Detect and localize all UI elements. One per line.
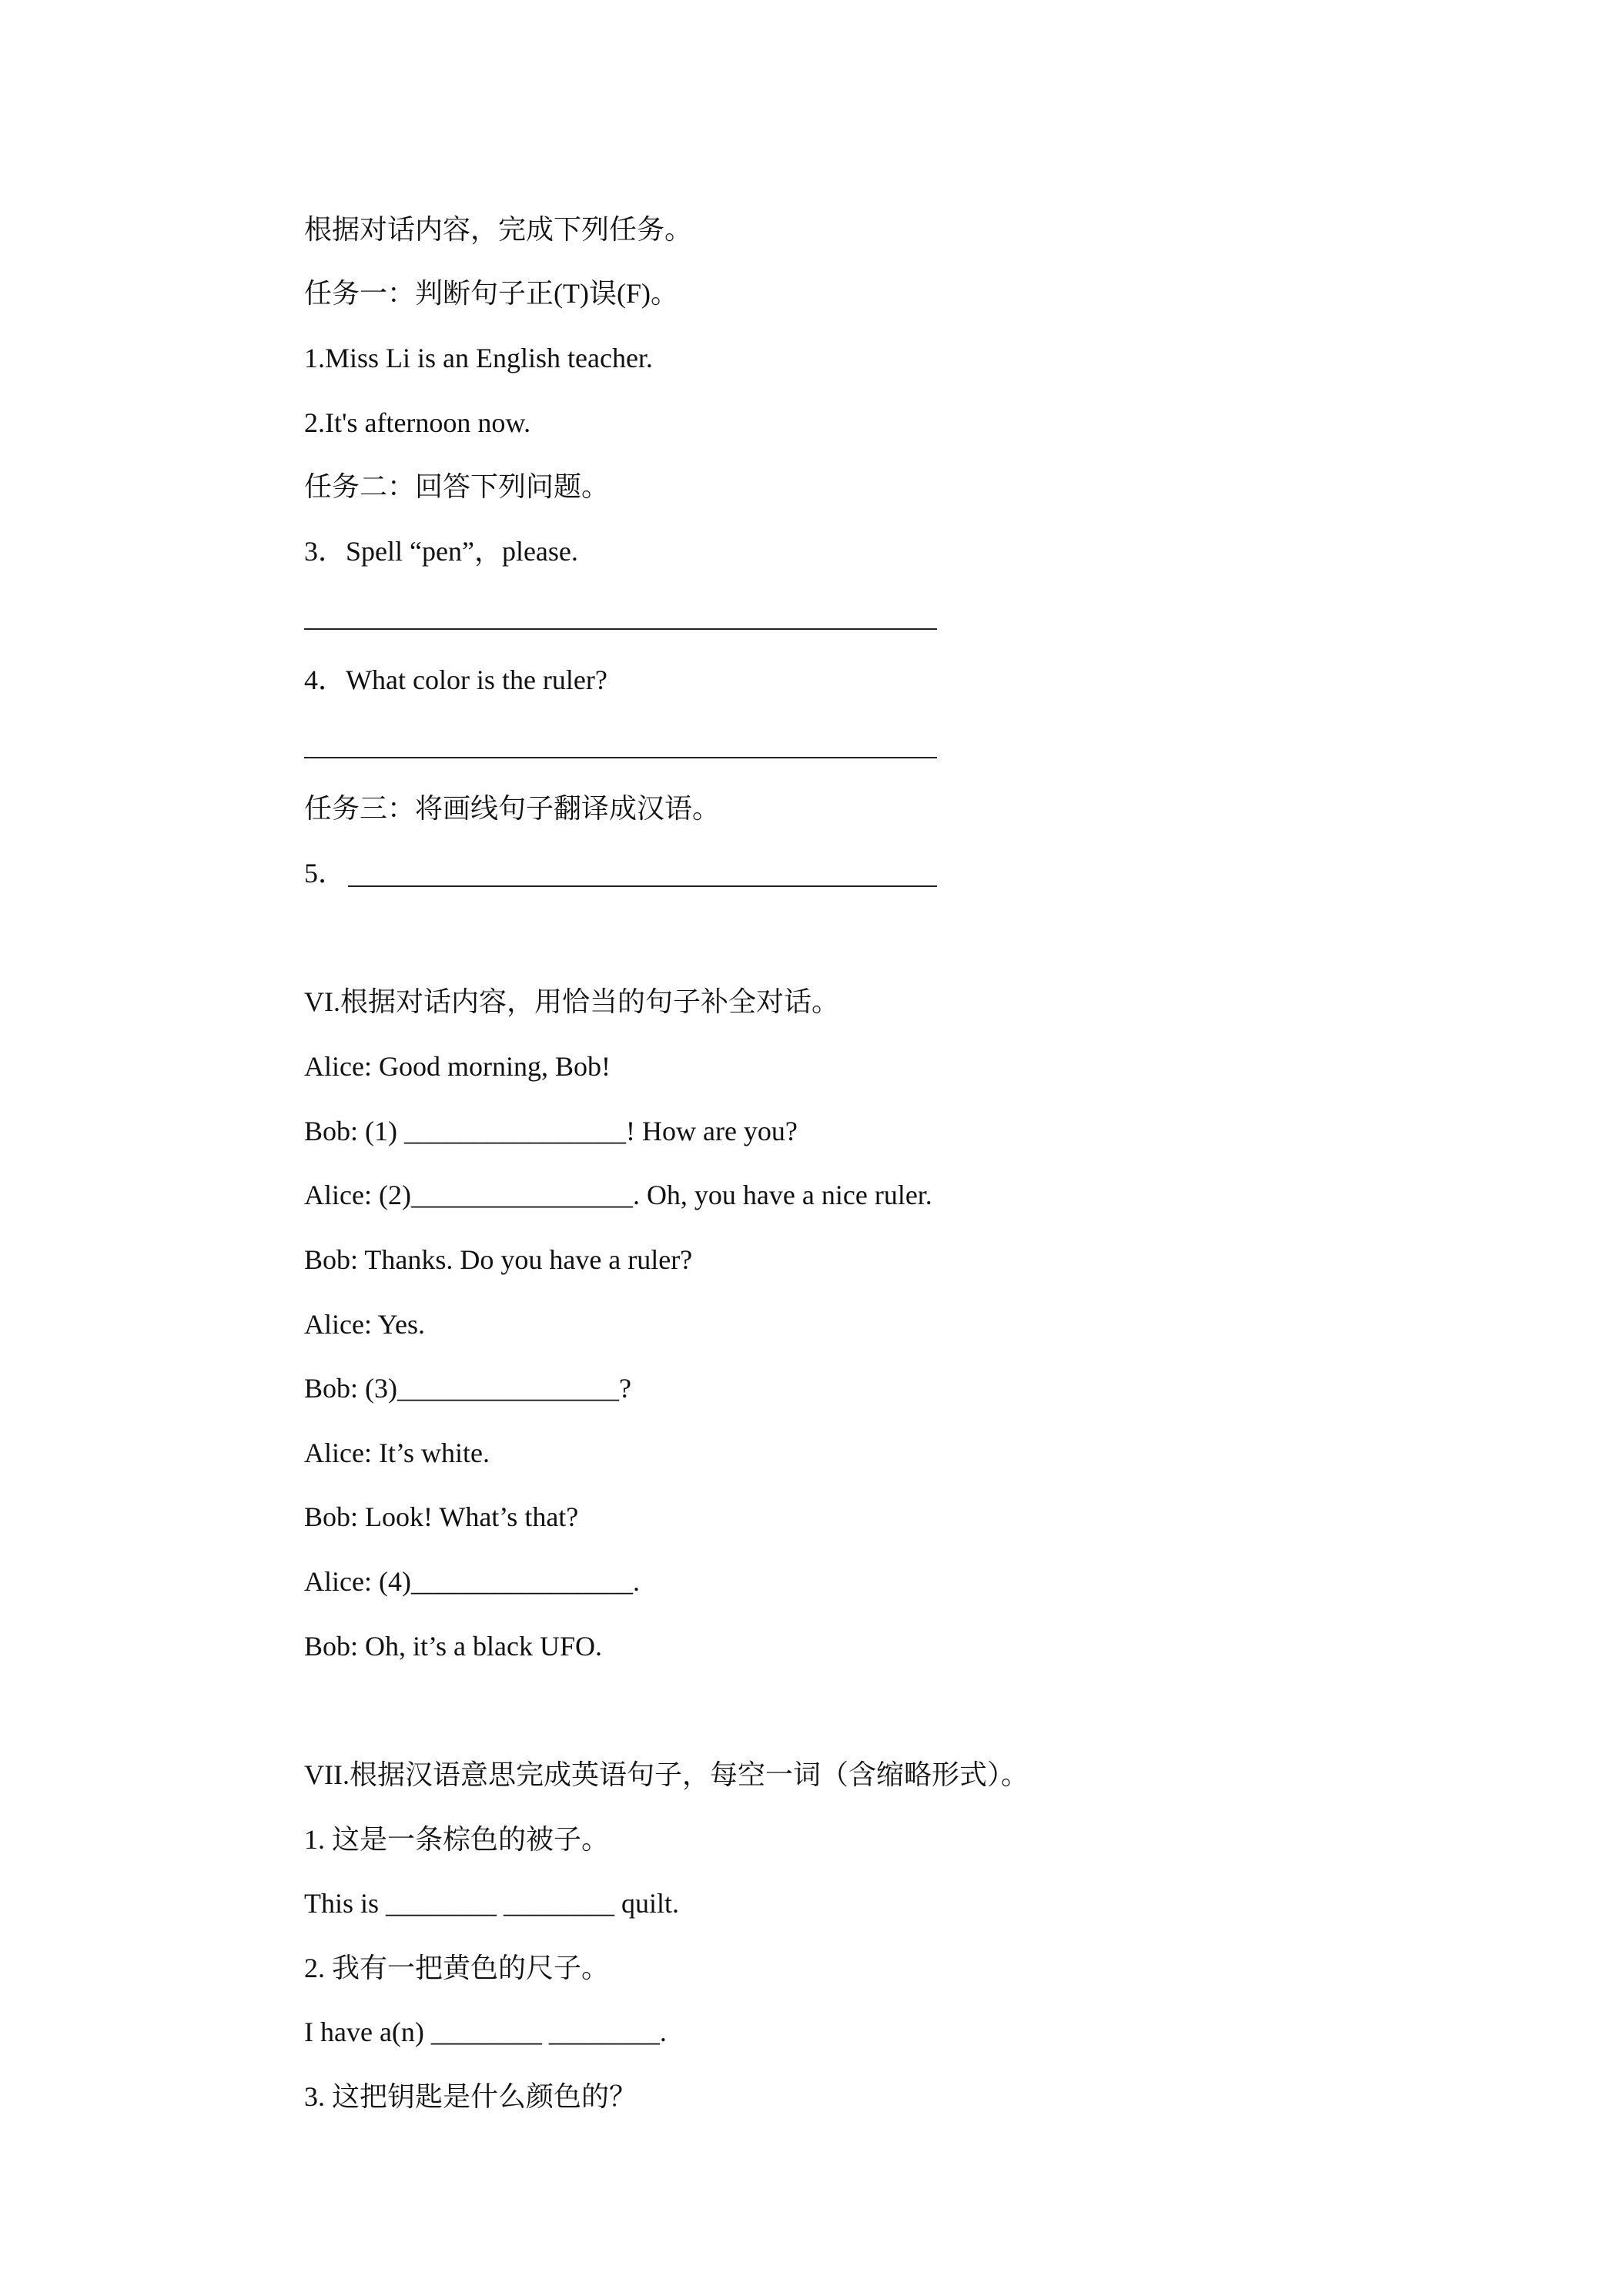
dialogue-line-2: Bob: (1) ________________! How are you? <box>304 1116 798 1146</box>
dialogue-line-9: Alice: (4)________________. <box>304 1566 640 1597</box>
section-vii-heading: VII.根据汉语意思完成英语句子，每空一词（含缩略形式）。 <box>304 1759 1029 1790</box>
dialogue-line-8: Bob: Look! What’s that? <box>304 1501 579 1532</box>
dialogue-line-7: Alice: It’s white. <box>304 1438 490 1468</box>
dialogue-line-3: Alice: (2)________________. Oh, you have a nice ruler. <box>304 1180 932 1210</box>
task-two-heading: 任务二：回答下列问题。 <box>304 471 610 502</box>
translation-blank-1: This is ________ ________ quilt. <box>304 1888 680 1919</box>
answer-line-3[interactable] <box>304 628 937 630</box>
dialogue-line-4: Bob: Thanks. Do you have a ruler? <box>304 1244 693 1275</box>
task-one-item-1: 1.Miss Li is an English teacher. <box>304 343 653 373</box>
task-one-heading: 任务一：判断句子正(T)误(F)。 <box>304 278 678 309</box>
instruction-heading: 根据对话内容，完成下列任务。 <box>304 214 693 245</box>
answer-line-5[interactable] <box>348 885 937 887</box>
dialogue-line-5: Alice: Yes. <box>304 1309 426 1340</box>
dialogue-line-6: Bob: (3)________________? <box>304 1373 631 1404</box>
translation-prompt-1: 1. 这是一条棕色的被子。 <box>304 1824 610 1855</box>
translation-prompt-3: 3. 这把钥匙是什么颜色的？ <box>304 2081 637 2112</box>
section-vi-heading: VI.根据对话内容，用恰当的句子补全对话。 <box>304 986 839 1017</box>
task-two-question-3: 3．Spell “pen”，please. <box>304 536 578 567</box>
answer-line-4[interactable] <box>304 757 937 758</box>
task-three-item-5-number: 5． <box>304 858 346 889</box>
dialogue-line-10: Bob: Oh, it’s a black UFO. <box>304 1631 602 1662</box>
task-three-heading: 任务三：将画线句子翻译成汉语。 <box>304 793 721 824</box>
translation-blank-2: I have a(n) ________ ________. <box>304 2017 667 2047</box>
task-two-question-4: 4．What color is the ruler? <box>304 664 607 695</box>
task-one-item-2: 2.It's afternoon now. <box>304 407 531 438</box>
translation-prompt-2: 2. 我有一把黄色的尺子。 <box>304 1953 610 1983</box>
dialogue-line-1: Alice: Good morning, Bob! <box>304 1051 611 1082</box>
